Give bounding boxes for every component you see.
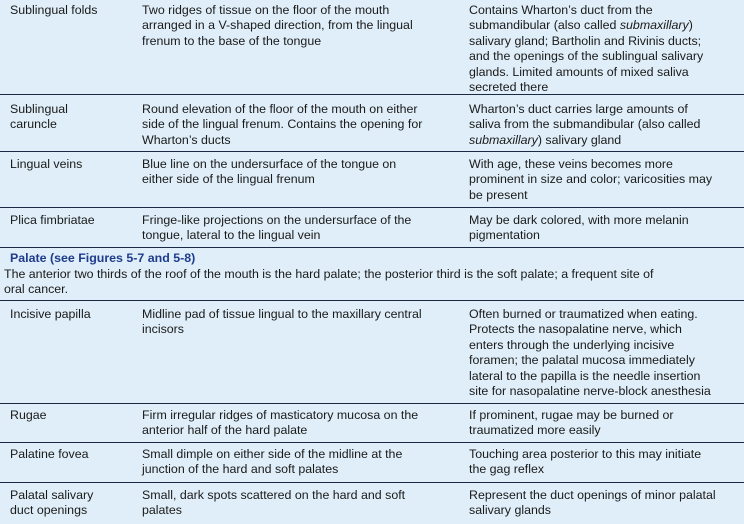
- significance-cell: Often burned or traumatized when eating. Protects the nasopalatine nerve, which enters through the underlying incisive foramen; the palatal mucosa immediately lateral to the papilla is the needle insertion site for nasopalatine nerve-block anesthesia: [469, 307, 711, 399]
- structure-cell: Incisive papilla: [10, 307, 91, 321]
- section-description: The anterior two thirds of the roof of the mouth is the hard palate; the posterior third is the soft palate; a frequent site of oral cancer.: [4, 267, 654, 297]
- description-cell: Fringe-like projections on the undersurface of the tongue, lateral to the lingual vein: [142, 213, 412, 243]
- table-row: [0, 443, 744, 483]
- section-title: Palate (see Figures 5-7 and 5-8): [10, 251, 196, 265]
- significance-cell: May be dark colored, with more melanin pigmentation: [469, 213, 689, 243]
- description-cell: Firm irregular ridges of masticatory mucosa on the anterior half of the hard palate: [142, 408, 419, 438]
- palate-section: [0, 248, 744, 301]
- table-row: [0, 208, 744, 248]
- structure-cell: Sublingual folds: [10, 3, 98, 17]
- description-cell: Two ridges of tissue on the floor of the mouth arranged in a V-shaped direction, from the lingual frenum to the base of the tongue: [142, 3, 413, 48]
- structure-cell: Rugae: [10, 408, 47, 422]
- significance-cell: If prominent, rugae may be burned or traumatized more easily: [469, 408, 674, 438]
- table-row: [0, 301, 744, 404]
- significance-cell: Wharton’s duct carries large amounts of saliva from the submandibular (also called submaxillary) salivary gland: [469, 102, 701, 147]
- structure-cell: Palatine fovea: [10, 447, 89, 461]
- significance-cell: Touching area posterior to this may initiate the gag reflex: [469, 447, 702, 477]
- structure-cell: Sublingual caruncle: [10, 102, 68, 132]
- significance-cell: Contains Wharton’s duct from the submandibular (also called submaxillary) salivary gland; Bartholin and Rivinis ducts; and the openings of the sublingual salivary glands. Limited amounts of mixed saliva secreted there: [469, 3, 704, 95]
- structure-cell: Palatal salivary duct openings: [10, 488, 94, 518]
- table-row: [0, 483, 744, 524]
- table-row: [0, 152, 744, 208]
- description-cell: Small dimple on either side of the midline at the junction of the hard and soft palates: [142, 447, 403, 477]
- description-cell: Blue line on the undersurface of the tongue on either side of the lingual frenum: [142, 157, 397, 187]
- table-row: [0, 0, 744, 95]
- table-row: [0, 95, 744, 152]
- significance-cell: Represent the duct openings of minor palatal salivary glands: [469, 488, 716, 518]
- description-cell: Midline pad of tissue lingual to the maxillary central incisors: [142, 307, 422, 337]
- structure-cell: Lingual veins: [10, 157, 83, 171]
- description-cell: Round elevation of the floor of the mouth on either side of the lingual frenum. Contains the opening for Wharton’s ducts: [142, 102, 423, 147]
- table-row: [0, 404, 744, 443]
- description-cell: Small, dark spots scattered on the hard and soft palates: [142, 488, 406, 518]
- structure-cell: Plica fimbriatae: [10, 213, 95, 227]
- significance-cell: With age, these veins becomes more prominent in size and color; varicosities may be present: [469, 157, 713, 202]
